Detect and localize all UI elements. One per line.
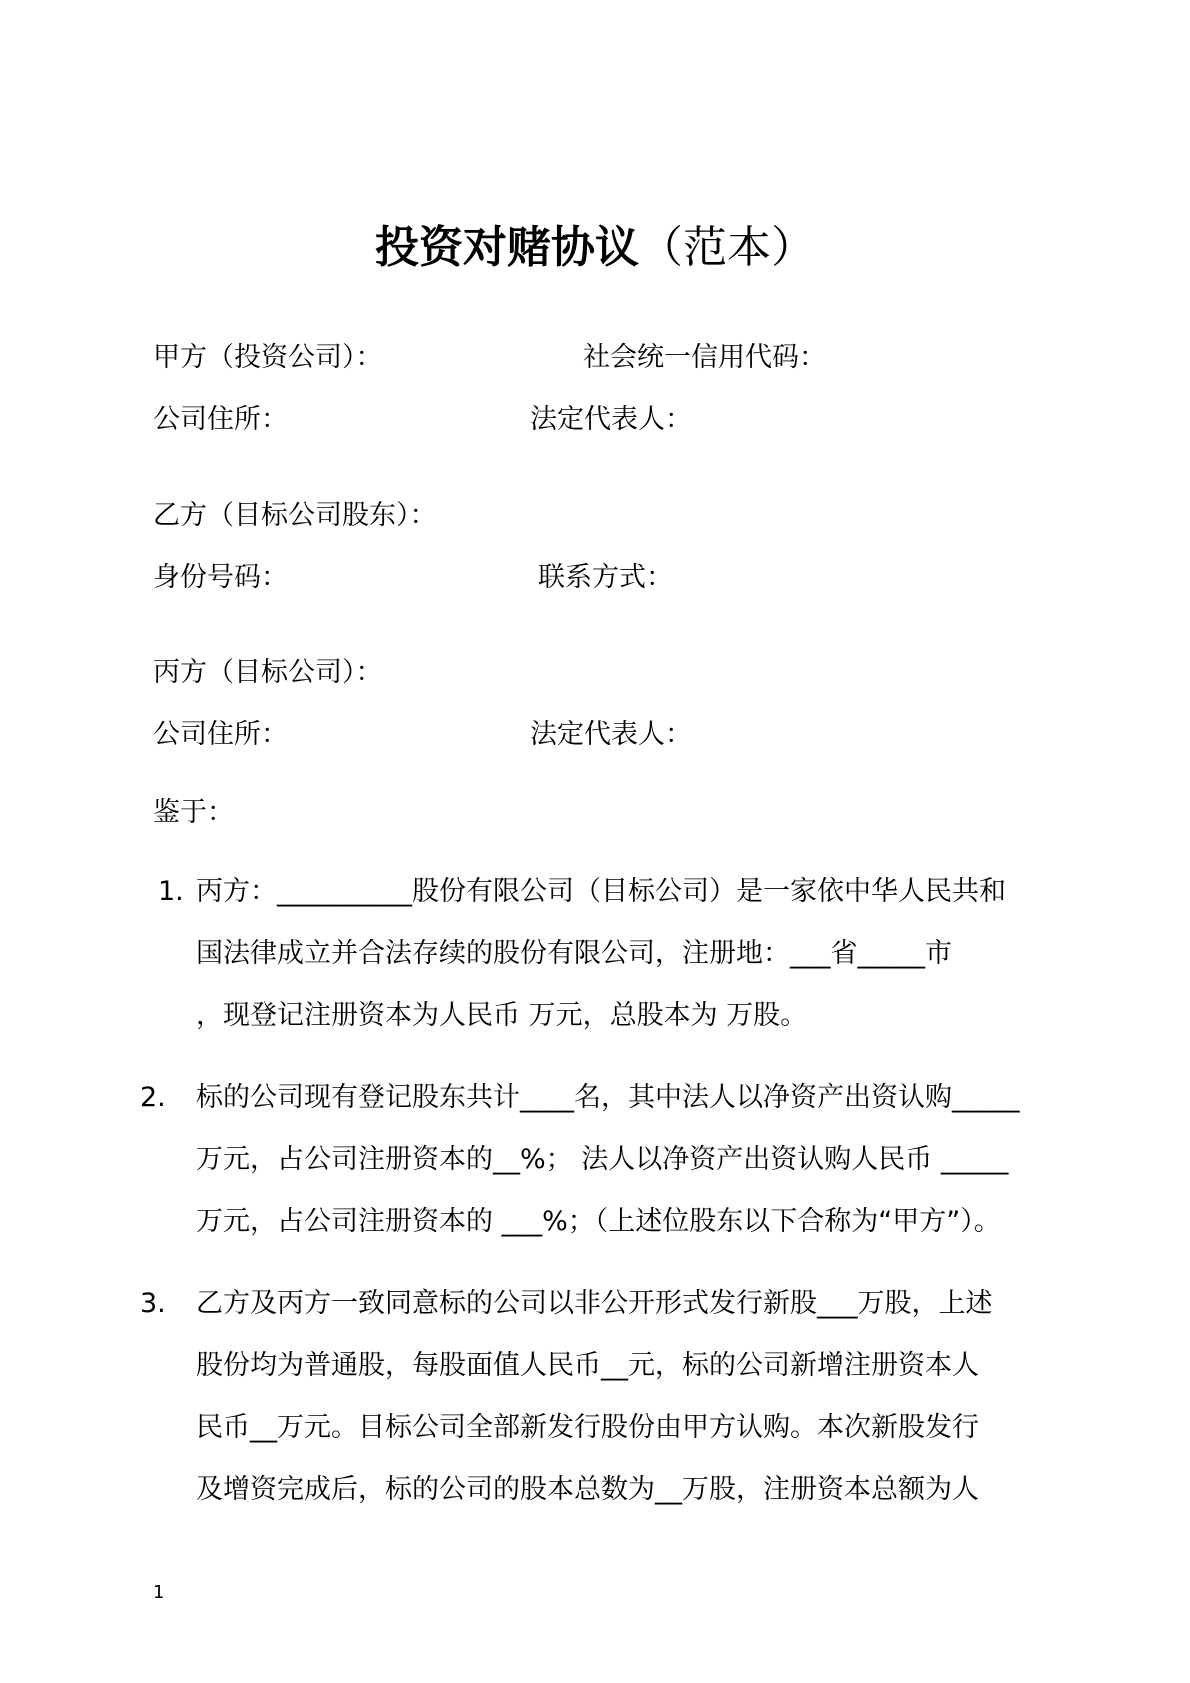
- party-a-address-label: 公司住所：: [153, 404, 288, 435]
- item-3-line-4: 及增资完成后，标的公司的股本总数为__万股，注册资本总额为人: [196, 1474, 979, 1505]
- item-3-line-1: 乙方及丙方一致同意标的公司以非公开形式发行新股___万股，上述: [196, 1288, 993, 1319]
- party-b-contact-label: 联系方式：: [538, 562, 673, 593]
- party-a-legal-rep-label: 法定代表人：: [530, 404, 692, 435]
- item-2-line-2: 万元，占公司注册资本的__%； 法人以净资产出资认购人民币 _____: [196, 1144, 1009, 1175]
- party-b-label: 乙方（目标公司股东）：: [153, 500, 437, 531]
- item-3-line-2: 股份均为普通股，每股面值人民币__元，标的公司新增注册资本人: [196, 1350, 979, 1381]
- document-title: [0, 220, 1190, 276]
- party-b-id-label: 身份号码：: [153, 562, 288, 593]
- whereas-label: 鉴于：: [153, 797, 234, 828]
- title-sub: （范本）: [639, 222, 815, 273]
- party-a-label: 甲方（投资公司）：: [153, 342, 383, 373]
- item-1-line-3: ，现登记注册资本为人民币 万元，总股本为 万股。: [196, 1000, 808, 1031]
- party-c-legal-rep-label: 法定代表人：: [530, 719, 692, 750]
- item-1-line-2: 国法律成立并合法存续的股份有限公司，注册地：___省_____市: [196, 938, 952, 969]
- item-3-number: 3.: [140, 1288, 166, 1319]
- item-1-number: 1.: [158, 876, 184, 907]
- title-main: 投资对赌协议: [375, 222, 639, 273]
- item-2-line-1: 标的公司现有登记股东共计____名，其中法人以净资产出资认购_____: [196, 1082, 1020, 1113]
- party-c-label: 丙方（目标公司）：: [153, 657, 383, 688]
- party-a-credit-code-label: 社会统一信用代码：: [583, 342, 826, 373]
- page-number: 1: [153, 1582, 165, 1603]
- item-2-number: 2.: [140, 1082, 166, 1113]
- item-1-line-1: 丙方：__________股份有限公司（目标公司）是一家依中华人民共和: [196, 876, 1006, 907]
- item-2-line-3: 万元，占公司注册资本的 ___%；（上述位股东以下合称为“甲方”）。: [196, 1206, 1001, 1237]
- item-3-line-3: 民币__万元。目标公司全部新发行股份由甲方认购。本次新股发行: [196, 1412, 979, 1443]
- party-c-address-label: 公司住所：: [153, 719, 288, 750]
